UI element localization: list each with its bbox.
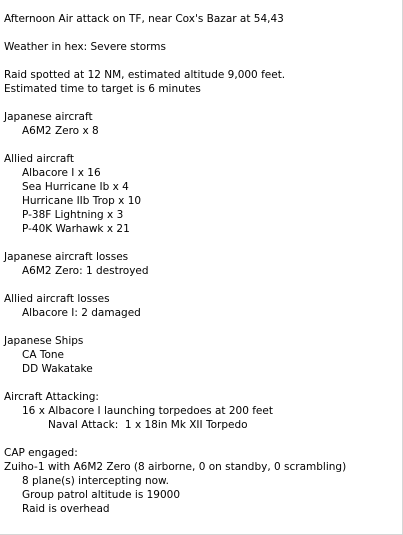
spacer [4, 376, 400, 390]
allied-aircraft-heading: Allied aircraft [4, 153, 74, 165]
weather-line: Weather in hex: Severe storms [4, 41, 167, 53]
allied-aircraft-item: P-40K Warhawk x 21 [22, 223, 130, 235]
allied-aircraft-item: P-38F Lightning x 3 [22, 209, 124, 221]
cap-intercepting-line: 8 plane(s) intercepting now. [22, 475, 170, 487]
cap-raid-status-line: Raid is overhead [22, 503, 110, 515]
spacer [4, 54, 400, 68]
allied-losses-heading: Allied aircraft losses [4, 293, 110, 305]
japanese-aircraft-heading: Japanese aircraft [4, 111, 93, 123]
time-to-target-line: Estimated time to target is 6 minutes [4, 83, 201, 95]
report-header: Afternoon Air attack on TF, near Cox's Bazar at 54,43 [4, 13, 284, 25]
naval-attack-line: Naval Attack: 1 x 18in Mk XII Torpedo [48, 419, 248, 431]
spacer [4, 236, 400, 250]
japanese-ship-item: CA Tone [22, 349, 65, 361]
allied-aircraft-item: Hurricane IIb Trop x 10 [22, 195, 142, 207]
japanese-ship-item: DD Wakatake [22, 363, 93, 375]
japanese-losses-item: A6M2 Zero: 1 destroyed [22, 265, 149, 277]
japanese-aircraft-item: A6M2 Zero x 8 [22, 125, 99, 137]
spacer [4, 432, 400, 446]
spacer [4, 96, 400, 110]
cap-detail-line: Zuiho-1 with A6M2 Zero (8 airborne, 0 on standby, 0 scrambling) [4, 461, 347, 473]
combat-report-text [4, 12, 400, 516]
allied-losses-item: Albacore I: 2 damaged [22, 307, 141, 319]
allied-aircraft-item: Sea Hurricane Ib x 4 [22, 181, 129, 193]
aircraft-attacking-heading: Aircraft Attacking: [4, 391, 99, 403]
japanese-ships-heading: Japanese Ships [4, 335, 84, 347]
spacer [4, 320, 400, 334]
cap-altitude-line: Group patrol altitude is 19000 [22, 489, 181, 501]
cap-engaged-heading: CAP engaged: [4, 447, 78, 459]
spacer [4, 278, 400, 292]
spacer [4, 138, 400, 152]
raid-spotted-line: Raid spotted at 12 NM, estimated altitude 9,000 feet. [4, 69, 286, 81]
allied-aircraft-item: Albacore I x 16 [22, 167, 101, 179]
attacking-detail-line: 16 x Albacore I launching torpedoes at 200 feet [22, 405, 273, 417]
japanese-losses-heading: Japanese aircraft losses [4, 251, 129, 263]
spacer [4, 26, 400, 40]
